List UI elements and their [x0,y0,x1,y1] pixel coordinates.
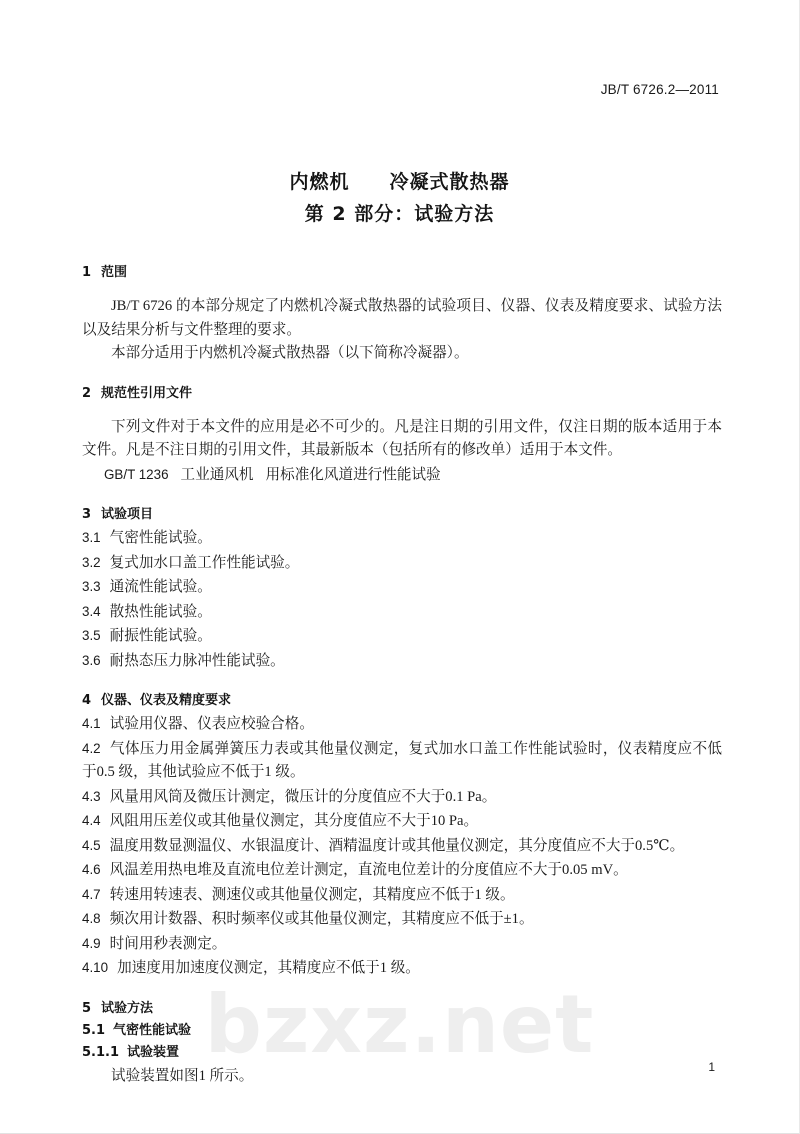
standard-code-header: JB/T 6726.2—2011 [600,82,719,97]
subsection-number-5-1-1: 5.1.1 [82,1045,120,1060]
clause-text: 时间用秒表测定。 [109,935,227,952]
section-2-paragraph-1: 下列文件对于本文件的应用是必不可少的。凡是注日期的引用文件，仅注日期的版本适用于本文件。凡是不注日期的引用文件，其最新版本（包括所有的修改单）适用于本文件。 [82,418,722,458]
subsection-title-5-1: 气密性能试验 [113,1022,192,1038]
section-number-2: 2 [82,385,92,401]
clause-item [82,624,722,649]
clause-item [82,600,722,625]
clause-item [82,526,722,551]
clause-text: 气密性能试验。 [109,530,212,546]
clause-number: 4.1 [82,716,101,731]
clause-item [82,551,722,576]
clause-item [82,883,722,908]
clause-text: 散热性能试验。 [109,603,212,620]
section-title-2: 规范性引用文件 [101,385,193,401]
clause-number: 3.6 [82,652,101,668]
page-number: 1 [708,1060,715,1074]
clause-item [82,712,722,737]
subsection-number-5-1: 5.1 [82,1022,106,1038]
section-1-paragraph-2: 本部分适用于内燃机冷凝式散热器（以下简称冷凝器）。 [111,345,469,361]
section-title-3: 试验项目 [101,507,154,522]
clause-item [82,649,722,674]
clause-number: 4.5 [82,837,101,853]
section-heading-3 [82,504,722,526]
section-title-4: 仪器、仪表及精度要求 [101,693,232,708]
clause-item [82,858,722,883]
section-number-4: 4 [82,693,92,708]
clause-number: 4.2 [82,740,101,756]
clause-number: 3.2 [82,554,101,570]
normative-reference-item [82,463,722,488]
clause-text: 风阻用压差仪或其他量仪测定，其分度值应不大于10 Pa。 [109,813,479,829]
clause-text: 温度用数显测温仪、水银温度计、酒精温度计或其他量仪测定，其分度值应不大于0.5℃。 [109,837,685,854]
section-heading-4 [82,690,722,712]
subsection-heading-5-1 [82,1020,722,1043]
clause-text: 风量用风筒及微压计测定，微压计的分度值应不大于0.1 Pa。 [109,788,497,805]
clause-item [82,834,722,859]
section-heading-2 [82,383,722,405]
document-body [82,262,722,1088]
clause-text: 加速度用加速度仪测定，其精度应不低于1 级。 [117,960,420,976]
reference-name: 工业通风机 [180,466,254,483]
clause-number: 4.4 [82,813,101,828]
subsection-heading-5-1-1 [82,1042,722,1065]
section-number-5: 5 [82,1000,92,1016]
subsection-title-5-1-1: 试验装置 [127,1045,180,1060]
section-heading-5 [82,998,722,1020]
clause-text: 风温差用热电堆及直流电位差计测定，直流电位差计的分度值应不大于0.05 mV。 [109,862,628,878]
clause-number: 4.9 [82,935,101,951]
clause-text: 试验用仪器、仪表应校验合格。 [109,716,314,732]
section-number-1: 1 [82,265,92,280]
clause-number: 4.8 [82,911,101,926]
section-title-5: 试验方法 [101,1000,154,1016]
clause-item [82,907,722,932]
title-line-2: 第 2 部分：试验方法 [304,203,495,225]
clause-number: 4.3 [82,788,101,804]
document-title [0,166,799,230]
section-title-1: 范围 [101,265,128,280]
clause-text: 通流性能试验。 [109,579,212,595]
clause-item [82,956,722,981]
clause-number: 3.1 [82,530,101,545]
section-5-paragraph-1: 试验装置如图1 所示。 [111,1067,254,1084]
clause-text: 耐振性能试验。 [109,628,212,644]
clause-item [82,932,722,957]
section-heading-1 [82,262,722,284]
watermark-bzxz: bzxz.net [204,978,595,1071]
clause-text: 转速用转速表、测速仪或其他量仪测定，其精度应不低于1 级。 [109,886,515,903]
clause-item [82,809,722,834]
reference-description: 用标准化风道进行性能试验 [265,466,441,483]
clause-item [82,575,722,600]
section-1-paragraph-1: JB/T 6726 的本部分规定了内燃机冷凝式散热器的试验项目、仪器、仪表及精度要求、试验方法以及结果分析与文件整理的要求。 [82,298,722,338]
clause-number: 4.6 [82,862,101,877]
reference-code: GB/T 1236 [104,466,169,482]
clause-number: 3.4 [82,603,101,619]
clause-number: 4.10 [82,960,109,975]
clause-text: 气体压力用金属弹簧压力表或其他量仪测定，复式加水口盖工作性能试验时，仪表精度应不低于0.5 级，其他试验应不低于1 级。 [82,740,722,780]
title-line-1: 内燃机 冷凝式散热器 [289,171,510,193]
clause-item [82,737,722,785]
clause-number: 3.3 [82,579,101,594]
clause-text: 复式加水口盖工作性能试验。 [109,554,300,571]
clause-item [82,785,722,810]
clause-number: 4.7 [82,886,101,902]
clause-text: 频次用计数器、积时频率仪或其他量仪测定，其精度应不低于±1。 [109,911,534,927]
section-number-3: 3 [82,507,92,522]
clause-text: 耐热态压力脉冲性能试验。 [109,652,285,669]
clause-number: 3.5 [82,628,101,643]
